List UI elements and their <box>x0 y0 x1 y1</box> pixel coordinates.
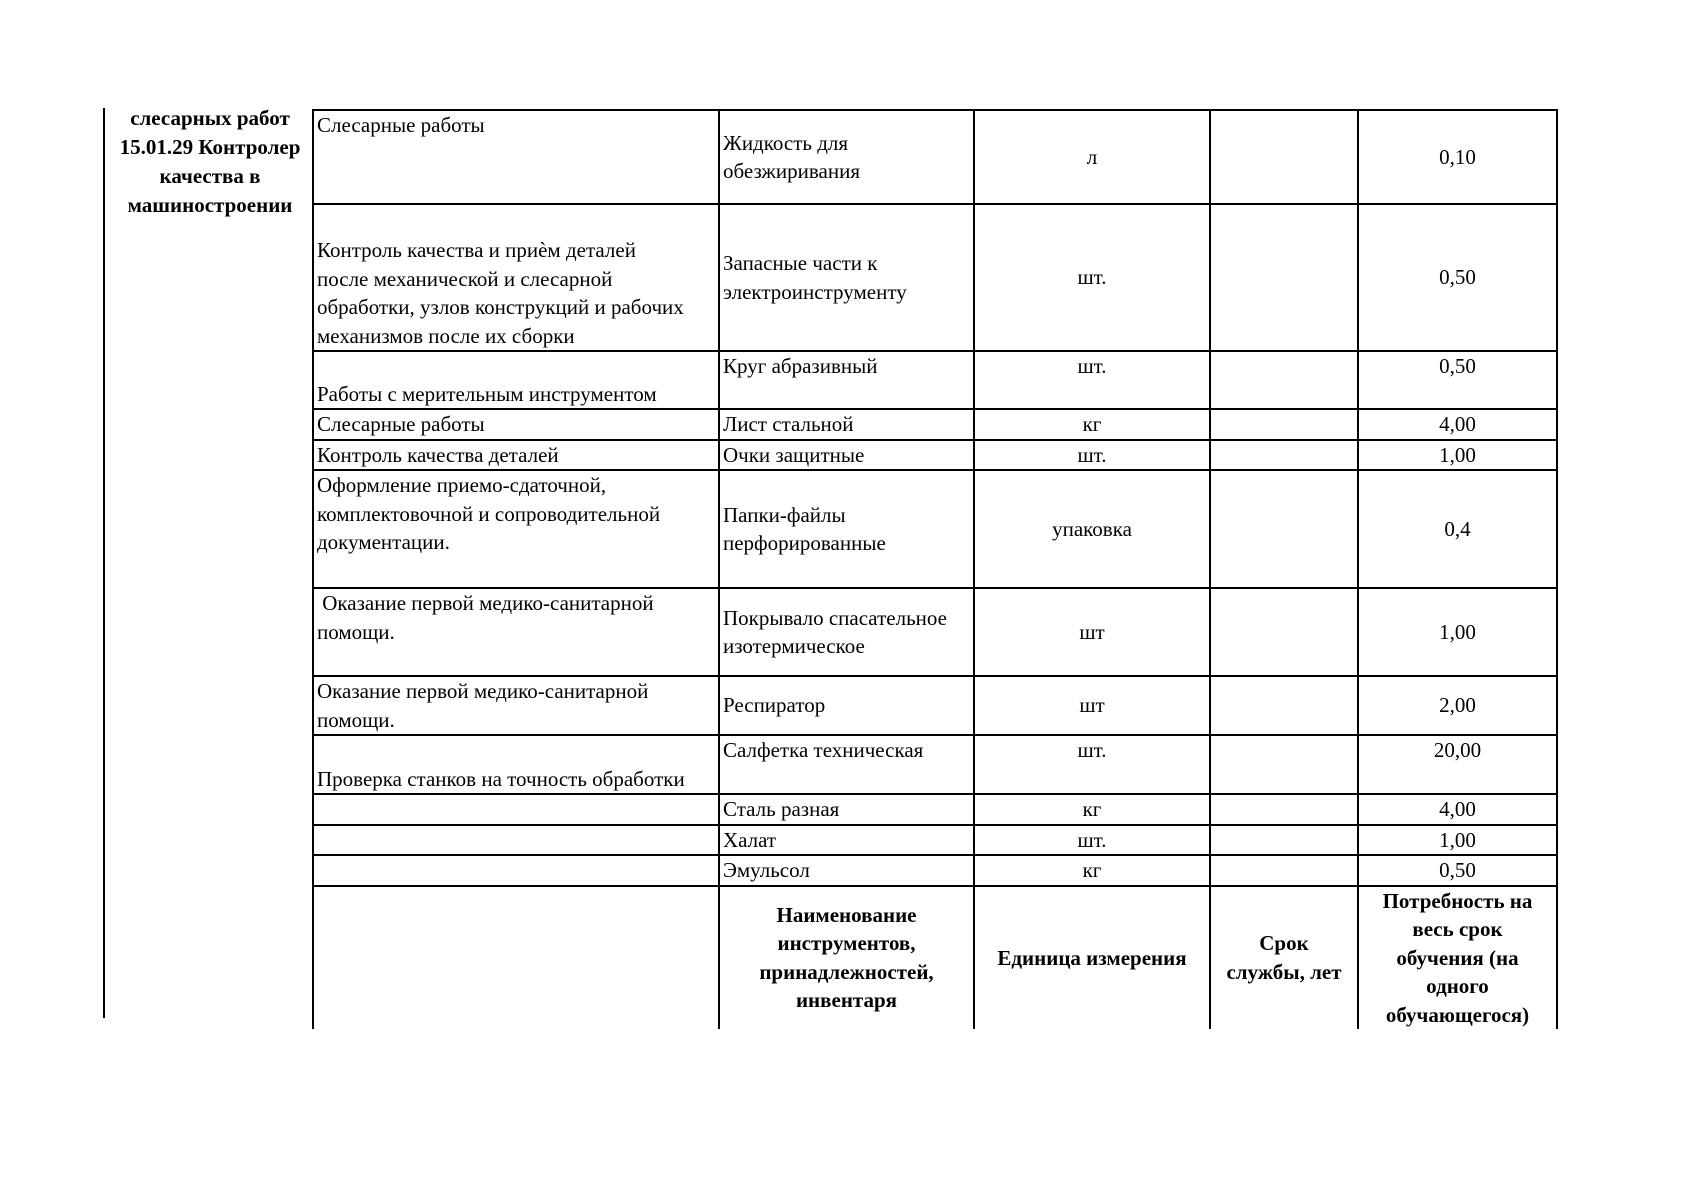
service-life-cell <box>1210 588 1358 676</box>
service-life-cell <box>1210 204 1358 351</box>
table-row <box>313 855 1557 886</box>
table-row <box>313 110 1557 204</box>
program-title-line: качества в <box>159 164 261 188</box>
quantity-cell: 0,50 <box>1358 855 1557 886</box>
work-text: документации. <box>317 530 450 554</box>
service-life-cell <box>1210 470 1358 588</box>
item-name-text: Сталь разная <box>723 797 840 821</box>
item-name-cell <box>719 110 974 204</box>
work-text: Оказание первой медико-санитарной <box>317 591 654 615</box>
table-row <box>313 794 1557 825</box>
item-name-cell <box>719 855 974 886</box>
item-name-cell <box>719 409 974 440</box>
work-text: Контроль качества и приѐм деталей <box>317 238 636 262</box>
unit-cell: шт. <box>974 204 1210 351</box>
work-text: Оформление приемо-сдаточной, <box>317 473 607 497</box>
materials-table <box>312 109 1558 1029</box>
work-cell <box>313 110 719 204</box>
service-life-cell <box>1210 825 1358 856</box>
program-title-line: машиностроении <box>127 193 293 217</box>
item-name-cell <box>719 204 974 351</box>
quantity-cell: 0,4 <box>1358 470 1557 588</box>
table-row <box>313 735 1557 794</box>
header-text: Потребность на <box>1382 888 1533 913</box>
program-title-line: слесарных работ <box>130 106 290 130</box>
table-row <box>313 676 1557 735</box>
quantity-cell: 20,00 <box>1358 735 1557 794</box>
work-text: Оказание первой медико-санитарной <box>317 679 649 703</box>
table-row <box>313 470 1557 588</box>
work-cell <box>313 855 719 886</box>
item-name-text: Халат <box>723 827 777 852</box>
table-row <box>313 204 1557 351</box>
item-name-text: Респиратор <box>723 693 826 718</box>
service-life-cell <box>1210 440 1358 471</box>
header-cell-unit <box>974 886 1210 1030</box>
work-cell <box>313 825 719 856</box>
work-text: обработки, узлов конструкций и рабочих <box>317 295 684 319</box>
unit-cell: кг <box>974 409 1210 440</box>
quantity-cell: 1,00 <box>1358 825 1557 856</box>
header-text: инструментов, <box>777 931 916 956</box>
quantity-cell: 4,00 <box>1358 794 1557 825</box>
service-life-cell <box>1210 409 1358 440</box>
work-text: Работы с мерительным инструментом <box>317 381 657 406</box>
quantity-cell: 1,00 <box>1358 440 1557 471</box>
unit-cell: л <box>974 110 1210 204</box>
item-name-cell <box>719 735 974 794</box>
item-name-cell <box>719 470 974 588</box>
item-name-cell <box>719 588 974 676</box>
service-life-cell <box>1210 676 1358 735</box>
item-name-text: Папки-файлы <box>723 502 846 527</box>
unit-cell: шт <box>974 588 1210 676</box>
header-text: инвентаря <box>795 988 898 1013</box>
work-text: Слесарные работы <box>317 412 485 436</box>
table-row <box>313 351 1557 409</box>
table-row <box>313 825 1557 856</box>
header-text: Срок <box>1259 931 1309 956</box>
work-text: после механической и слесарной <box>317 266 613 291</box>
work-cell <box>313 440 719 471</box>
header-text: принадлежностей, <box>759 959 934 984</box>
service-life-cell <box>1210 351 1358 409</box>
quantity-cell: 1,00 <box>1358 588 1557 676</box>
work-text: Слесарные работы <box>317 113 485 137</box>
item-name-cell <box>719 440 974 471</box>
item-name-cell <box>719 825 974 856</box>
item-name-text: Жидкость для <box>723 130 849 155</box>
quantity-cell: 0,50 <box>1358 204 1557 351</box>
quantity-cell: 2,00 <box>1358 676 1557 735</box>
unit-cell: шт. <box>974 825 1210 856</box>
header-cell-service-life <box>1210 886 1358 1030</box>
work-cell <box>313 470 719 588</box>
quantity-cell: 0,10 <box>1358 110 1557 204</box>
header-text: Наименование <box>776 902 917 927</box>
service-life-cell <box>1210 735 1358 794</box>
item-name-cell <box>719 676 974 735</box>
header-text: службы, лет <box>1226 959 1342 984</box>
left-border-line <box>103 108 105 1018</box>
item-name-text: электроинструменту <box>723 279 907 304</box>
item-name-text: Запасные части к <box>723 251 878 275</box>
item-name-text: перфорированные <box>723 531 886 555</box>
work-text: помощи. <box>317 619 395 644</box>
work-text: Проверка станков на точность обработки <box>317 766 685 791</box>
item-name-text: Лист стальной <box>723 412 854 436</box>
service-life-cell <box>1210 855 1358 886</box>
work-cell <box>313 735 719 794</box>
item-name-text: Эмульсол <box>723 858 810 882</box>
header-cell-quantity <box>1358 886 1557 1030</box>
item-name-text: обезжиривания <box>723 159 860 183</box>
item-name-text: Круг абразивный <box>723 354 878 378</box>
table-row <box>313 409 1557 440</box>
work-cell <box>313 351 719 409</box>
item-name-text: Очки защитные <box>723 442 865 467</box>
program-title-line: 15.01.29 Контролер <box>119 135 301 159</box>
item-name-cell <box>719 794 974 825</box>
quantity-cell: 4,00 <box>1358 409 1557 440</box>
header-text: Единица измерения <box>997 945 1187 970</box>
unit-cell: кг <box>974 855 1210 886</box>
program-title <box>106 104 314 220</box>
table-header-row <box>313 886 1557 1030</box>
header-cell-item-name <box>719 886 974 1030</box>
work-text: помощи. <box>317 707 395 732</box>
table-row <box>313 588 1557 676</box>
header-text: весь срок <box>1412 917 1503 941</box>
work-cell <box>313 588 719 676</box>
unit-cell: шт. <box>974 735 1210 794</box>
header-text: обучающегося) <box>1385 1002 1530 1027</box>
unit-cell: упаковка <box>974 470 1210 588</box>
work-cell <box>313 409 719 440</box>
unit-cell: шт <box>974 676 1210 735</box>
work-cell <box>313 676 719 735</box>
item-name-cell <box>719 351 974 409</box>
unit-cell: шт. <box>974 351 1210 409</box>
header-cell-work <box>313 886 719 1030</box>
work-text: Контроль качества деталей <box>317 442 559 467</box>
item-name-text: Покрывало спасательное <box>723 605 947 630</box>
unit-cell: кг <box>974 794 1210 825</box>
service-life-cell <box>1210 794 1358 825</box>
header-text: одного <box>1426 974 1489 998</box>
work-text: комплектовочной и сопроводительной <box>317 501 661 526</box>
item-name-text: изотермическое <box>723 634 865 658</box>
table-row <box>313 440 1557 471</box>
header-text: обучения (на <box>1396 945 1519 970</box>
work-cell <box>313 204 719 351</box>
item-name-text: Салфетка техническая <box>723 738 924 762</box>
work-cell <box>313 794 719 825</box>
service-life-cell <box>1210 110 1358 204</box>
work-text: механизмов после их сборки <box>317 323 575 348</box>
quantity-cell: 0,50 <box>1358 351 1557 409</box>
unit-cell: шт. <box>974 440 1210 471</box>
